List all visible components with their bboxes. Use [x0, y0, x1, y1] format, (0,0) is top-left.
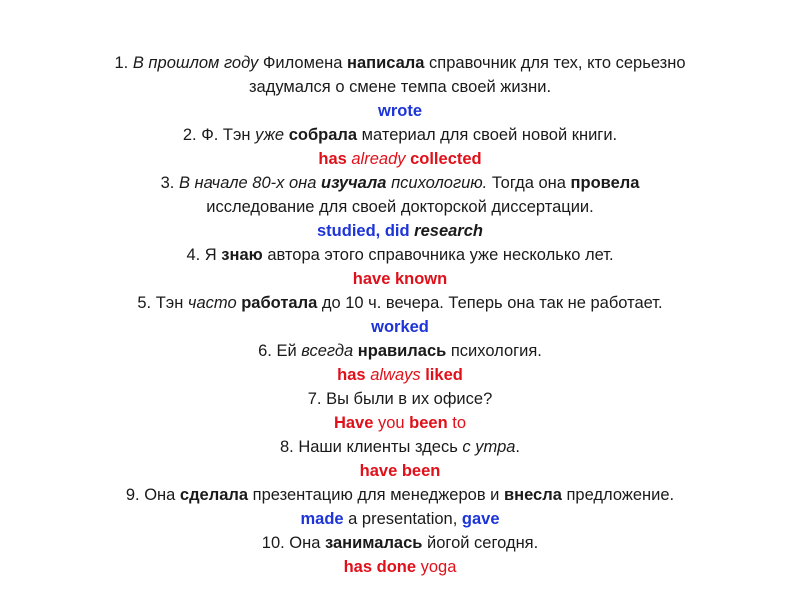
question-segment: 3. [160, 174, 179, 192]
question-segment: материал для своей новой книги. [357, 126, 618, 144]
question-segment: внесла [503, 486, 562, 504]
question-segment: йогой сегодня. [422, 534, 539, 552]
answer-segment: been [409, 414, 448, 432]
question-segment: 8. Наши клиенты здесь [279, 438, 463, 456]
question-segment: предложение. [561, 486, 675, 504]
question-segment: написала [347, 54, 425, 72]
question-segment: автора этого справочника уже несколько лет. [262, 246, 614, 264]
question-segment: всегда [301, 342, 354, 360]
question-segment: занималась [325, 534, 423, 552]
question-segment: 10. Она [261, 534, 326, 552]
question-2-line [20, 123, 780, 147]
answer-7 [20, 411, 780, 435]
question-3-line [20, 171, 780, 195]
question-segment: Тогда она [487, 174, 571, 192]
question-6-line [20, 339, 780, 363]
answer-segment: has done [343, 558, 417, 576]
answer-segment: have known [352, 270, 448, 288]
question-segment: работала [241, 294, 318, 312]
answer-segment: a presentation, [343, 510, 462, 528]
question-segment: 7. Вы были в их офисе? [307, 390, 493, 408]
question-segment: нравилась [357, 342, 447, 360]
answer-8 [20, 459, 780, 483]
answer-2 [20, 147, 780, 171]
question-segment: 1. [114, 54, 133, 72]
answer-segment: studied, did [317, 222, 410, 240]
answer-9 [20, 507, 780, 531]
question-segment: собрала [288, 126, 358, 144]
answer-5 [20, 315, 780, 339]
question-segment: . [515, 438, 521, 456]
answer-segment: worked [371, 318, 429, 336]
question-segment: презентацию для менеджеров и [248, 486, 504, 504]
answer-10 [20, 555, 780, 579]
question-4-line [20, 243, 780, 267]
answer-1 [20, 99, 780, 123]
answer-segment: have been [359, 462, 441, 480]
answer-segment: collected [410, 150, 482, 168]
answer-segment: wrote [377, 102, 422, 120]
answer-6 [20, 363, 780, 387]
question-segment: провела [570, 174, 640, 192]
question-segment: до 10 ч. вечера. Теперь она так не работает. [317, 294, 663, 312]
question-segment: психологию. [391, 174, 488, 192]
question-8-line [20, 435, 780, 459]
question-5-line [20, 291, 780, 315]
answer-3 [20, 219, 780, 243]
answer-segment: has [337, 366, 366, 384]
question-segment: знаю [221, 246, 263, 264]
answer-segment: to [447, 414, 467, 432]
question-segment: справочник для тех, кто серьезно [424, 54, 686, 72]
answer-segment: research [409, 222, 483, 240]
question-segment: она [288, 174, 317, 192]
question-segment: 9. Она [125, 486, 180, 504]
answer-segment: yoga [416, 558, 457, 576]
question-segment: 4. Я [186, 246, 222, 264]
question-segment: 5. Тэн [137, 294, 188, 312]
question-segment: 6. Ей [258, 342, 302, 360]
question-10-line [20, 531, 780, 555]
question-segment: с утра [462, 438, 516, 456]
answer-segment: already [346, 150, 411, 168]
answer-4 [20, 267, 780, 291]
answer-segment: you [373, 414, 410, 432]
answer-segment: liked [425, 366, 463, 384]
question-segment: изучала [321, 174, 387, 192]
exercise-slide [20, 51, 780, 579]
question-segment: 2. Ф. Тэн [182, 126, 256, 144]
question-1-line [20, 51, 780, 75]
answer-segment: gave [461, 510, 500, 528]
question-segment: Филомена [258, 54, 347, 72]
question-9-line [20, 483, 780, 507]
question-segment: часто [187, 294, 237, 312]
answer-segment: made [300, 510, 344, 528]
question-7-line [20, 387, 780, 411]
question-1-line [20, 75, 780, 99]
answer-segment: always [365, 366, 426, 384]
question-segment: сделала [179, 486, 249, 504]
question-3-line [20, 195, 780, 219]
question-segment: уже [255, 126, 285, 144]
question-segment: задумался о смене темпа своей жизни. [248, 78, 552, 96]
question-segment: В начале 80-х [178, 174, 285, 192]
answer-segment: Have [333, 414, 374, 432]
question-segment: В прошлом году [132, 54, 259, 72]
question-segment: исследование для своей докторской диссертации. [206, 198, 594, 216]
question-segment: психология. [446, 342, 542, 360]
answer-segment: has [318, 150, 347, 168]
